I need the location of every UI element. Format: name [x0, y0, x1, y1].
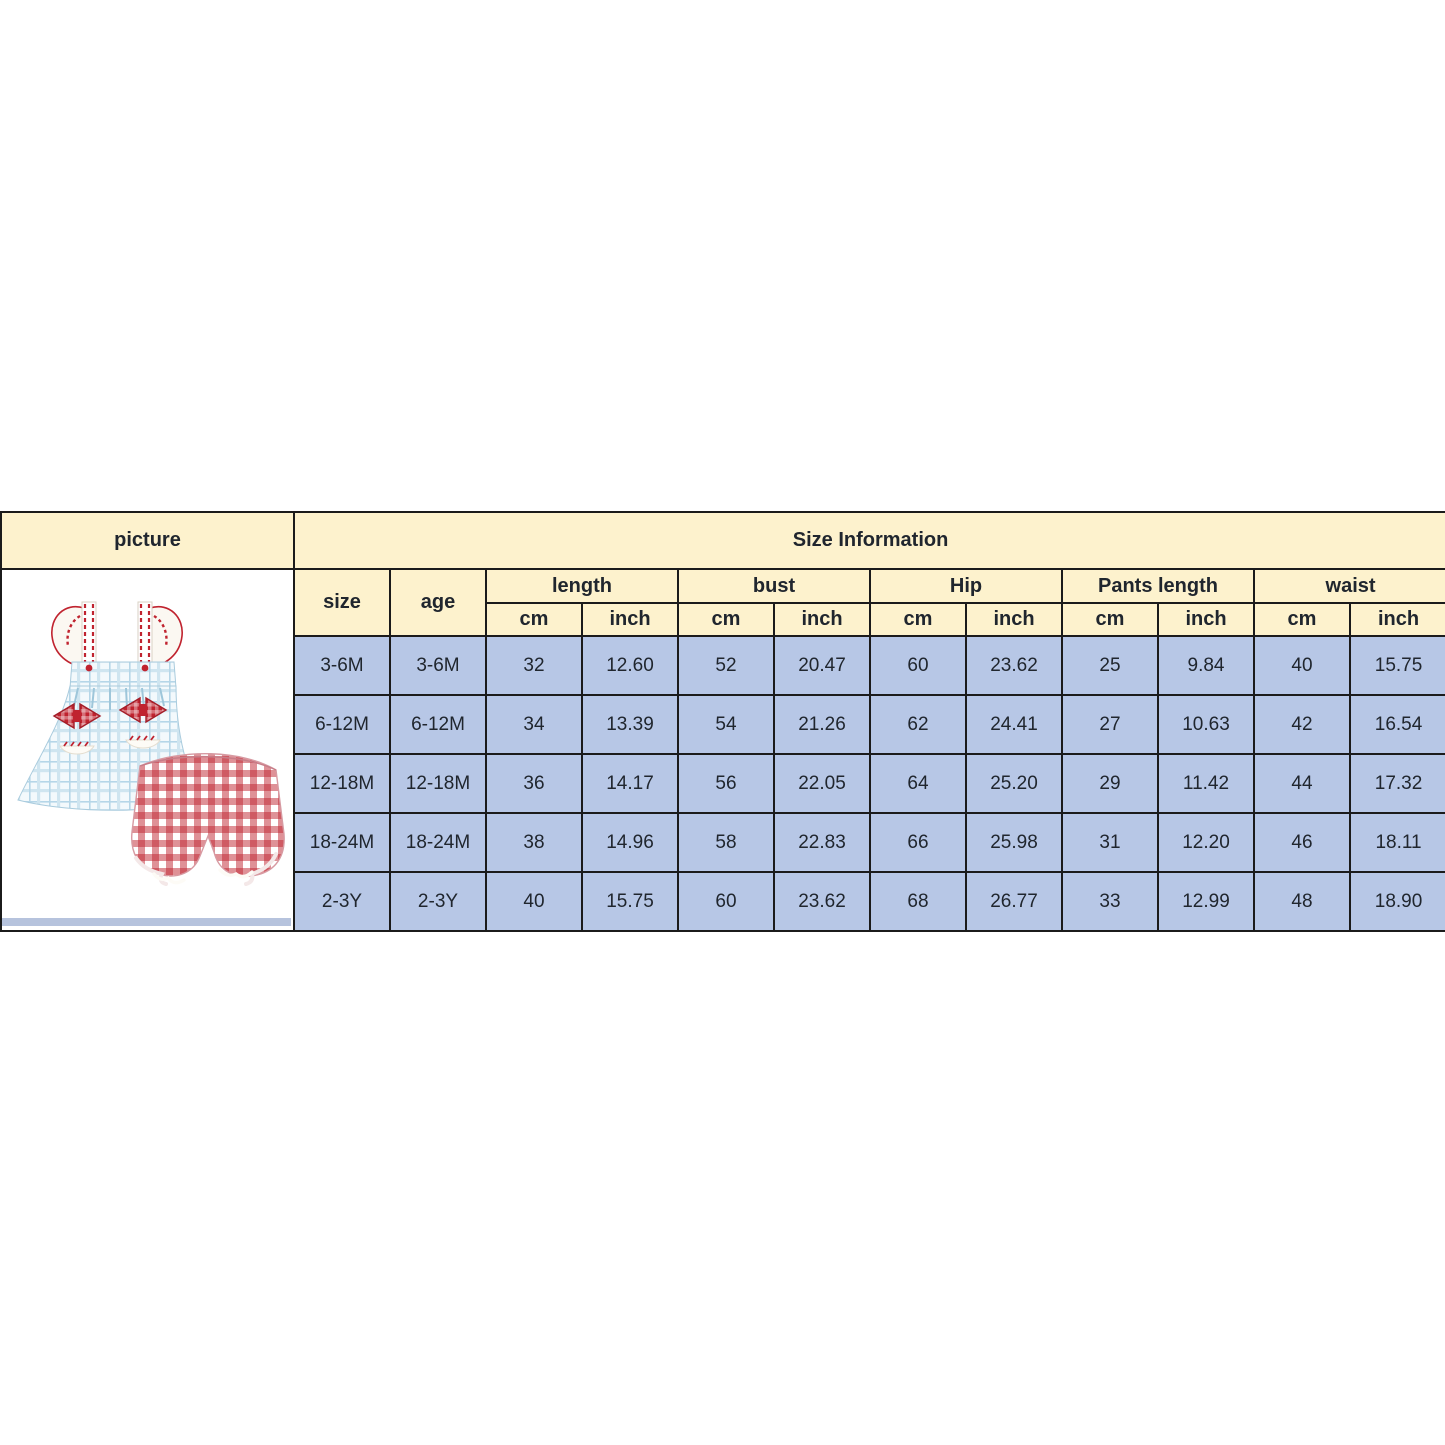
picture-column-header: picture	[1, 512, 294, 569]
cell-hip-inch: 25.20	[966, 754, 1062, 813]
cell-length-inch: 14.96	[582, 813, 678, 872]
cell-hip-inch: 24.41	[966, 695, 1062, 754]
subheader-waist-cm: cm	[1254, 603, 1350, 636]
cell-length-inch: 14.17	[582, 754, 678, 813]
cell-length-inch: 13.39	[582, 695, 678, 754]
cell-hip-cm: 60	[870, 636, 966, 695]
cell-pants-cm: 27	[1062, 695, 1158, 754]
product-image	[2, 574, 291, 926]
cell-hip-inch: 23.62	[966, 636, 1062, 695]
cell-size: 2-3Y	[294, 872, 390, 931]
cell-pants-inch: 11.42	[1158, 754, 1254, 813]
cell-pants-cm: 33	[1062, 872, 1158, 931]
cell-bust-cm: 60	[678, 872, 774, 931]
cell-bust-cm: 58	[678, 813, 774, 872]
cell-waist-cm: 40	[1254, 636, 1350, 695]
cell-pants-inch: 9.84	[1158, 636, 1254, 695]
cell-waist-cm: 44	[1254, 754, 1350, 813]
subheader-waist-inch: inch	[1350, 603, 1445, 636]
header-length: length	[486, 569, 678, 603]
cell-waist-inch: 18.11	[1350, 813, 1445, 872]
cell-hip-cm: 68	[870, 872, 966, 931]
cell-pants-inch: 10.63	[1158, 695, 1254, 754]
cell-length-cm: 34	[486, 695, 582, 754]
cell-pants-inch: 12.20	[1158, 813, 1254, 872]
cell-pants-cm: 29	[1062, 754, 1158, 813]
cell-waist-inch: 15.75	[1350, 636, 1445, 695]
cell-waist-cm: 48	[1254, 872, 1350, 931]
subheader-length-inch: inch	[582, 603, 678, 636]
cell-bust-inch: 21.26	[774, 695, 870, 754]
cell-length-inch: 12.60	[582, 636, 678, 695]
cell-hip-cm: 62	[870, 695, 966, 754]
product-picture-cell	[1, 569, 294, 931]
size-information-table	[0, 511, 1445, 932]
cell-bust-inch: 20.47	[774, 636, 870, 695]
subheader-length-cm: cm	[486, 603, 582, 636]
cell-age: 12-18M	[390, 754, 486, 813]
subheader-bust-inch: inch	[774, 603, 870, 636]
header-hip: Hip	[870, 569, 1062, 603]
cell-waist-inch: 17.32	[1350, 754, 1445, 813]
cell-age: 2-3Y	[390, 872, 486, 931]
header-age: age	[390, 569, 486, 636]
cell-bust-cm: 52	[678, 636, 774, 695]
cell-length-cm: 32	[486, 636, 582, 695]
cell-hip-cm: 66	[870, 813, 966, 872]
subheader-hip-cm: cm	[870, 603, 966, 636]
header-pants-length: Pants length	[1062, 569, 1254, 603]
cell-pants-cm: 31	[1062, 813, 1158, 872]
cell-length-cm: 40	[486, 872, 582, 931]
cell-hip-inch: 25.98	[966, 813, 1062, 872]
cell-length-inch: 15.75	[582, 872, 678, 931]
cell-waist-inch: 18.90	[1350, 872, 1445, 931]
cell-bust-cm: 54	[678, 695, 774, 754]
cell-hip-cm: 64	[870, 754, 966, 813]
cell-size: 12-18M	[294, 754, 390, 813]
subheader-bust-cm: cm	[678, 603, 774, 636]
baby-outfit-illustration	[2, 574, 291, 926]
subheader-hip-inch: inch	[966, 603, 1062, 636]
cell-hip-inch: 26.77	[966, 872, 1062, 931]
size-information-title: Size Information	[294, 512, 1445, 569]
header-waist: waist	[1254, 569, 1445, 603]
cell-pants-cm: 25	[1062, 636, 1158, 695]
cell-size: 6-12M	[294, 695, 390, 754]
cell-length-cm: 36	[486, 754, 582, 813]
cell-bust-inch: 23.62	[774, 872, 870, 931]
header-bust: bust	[678, 569, 870, 603]
cell-bust-cm: 56	[678, 754, 774, 813]
cell-size: 3-6M	[294, 636, 390, 695]
cell-length-cm: 38	[486, 813, 582, 872]
cell-size: 18-24M	[294, 813, 390, 872]
cell-age: 18-24M	[390, 813, 486, 872]
cell-age: 3-6M	[390, 636, 486, 695]
cell-pants-inch: 12.99	[1158, 872, 1254, 931]
cell-age: 6-12M	[390, 695, 486, 754]
cell-waist-cm: 42	[1254, 695, 1350, 754]
header-size: size	[294, 569, 390, 636]
cell-waist-cm: 46	[1254, 813, 1350, 872]
subheader-pants-inch: inch	[1158, 603, 1254, 636]
subheader-pants-cm: cm	[1062, 603, 1158, 636]
cell-bust-inch: 22.83	[774, 813, 870, 872]
cell-bust-inch: 22.05	[774, 754, 870, 813]
cell-waist-inch: 16.54	[1350, 695, 1445, 754]
